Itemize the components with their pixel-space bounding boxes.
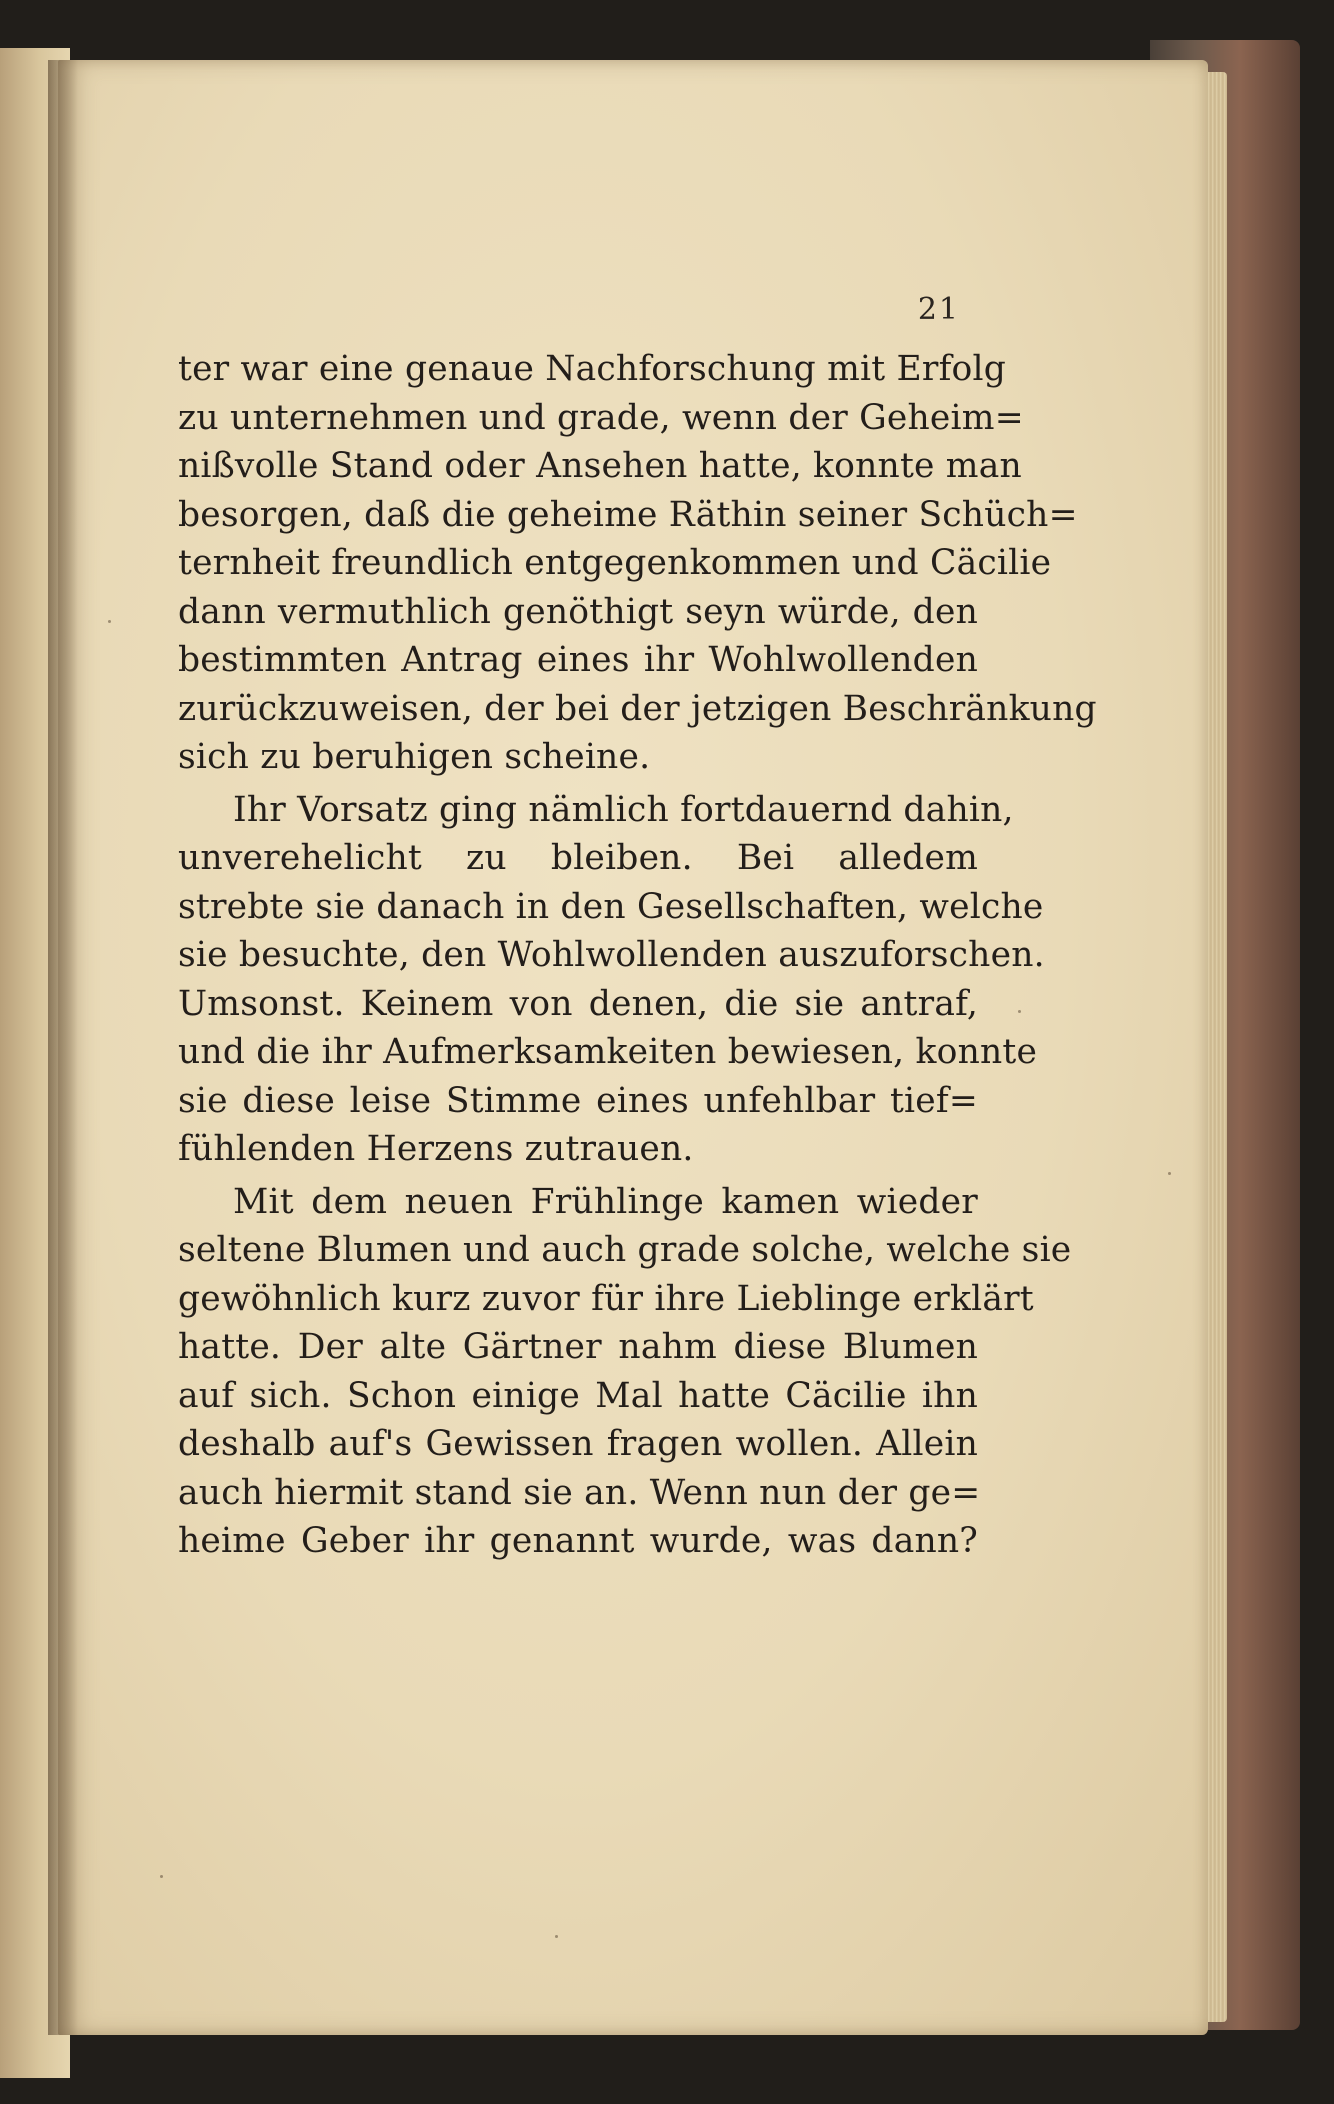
text-line: Ihr Vorsatz ging nämlich fortdauernd dahin, [233, 789, 1014, 830]
text-line: zurückzuweisen, der bei der jetzigen Beschränkung [178, 688, 1097, 729]
text-line: seltene Blumen und auch grade solche, welche sie [178, 1230, 1072, 1270]
paper-speck [1018, 1010, 1021, 1013]
paper-speck [160, 1875, 163, 1878]
text-line: Mit dem neuen Frühlinge kamen wieder [233, 1181, 978, 1222]
text-line: deshalb auf's Gewissen fragen wollen. Allein [178, 1424, 978, 1464]
text-line: fühlenden Herzens zutrauen. [178, 1129, 694, 1169]
text-line: Umsonst. Keinem von denen, die sie antraf, [178, 983, 978, 1024]
paragraph-3 [178, 1178, 1072, 1566]
page-stack-edge [1205, 72, 1227, 2022]
gutter-shadow [48, 60, 78, 2035]
text-line: unverehelicht zu bleiben. Bei alledem [178, 838, 978, 878]
text-line: ternheit freundlich entgegenkommen und Cäcilie [178, 543, 1052, 583]
text-line: sie diese leise Stimme eines unfehlbar tief= [178, 1080, 978, 1121]
text-line: und die ihr Aufmerksamkeiten bewiesen, konnte [178, 1032, 1038, 1072]
text-line: nißvolle Stand oder Ansehen hatte, konnte man [178, 446, 1022, 486]
paper-speck [1168, 1172, 1171, 1175]
text-line: besorgen, daß die geheime Räthin seiner Schüch= [178, 494, 1078, 535]
page-text [178, 345, 1097, 1566]
text-line: ter war eine genaue Nachforschung mit Erfolg [178, 349, 1007, 389]
paragraph-1 [178, 345, 1097, 782]
text-line: auf sich. Schon einige Mal hatte Cäcilie ihn [178, 1375, 978, 1416]
text-line: sich zu beruhigen scheine. [178, 737, 651, 777]
paper-speck [108, 620, 111, 623]
text-line: gewöhnlich kurz zuvor für ihre Lieblinge erklärt [178, 1278, 1034, 1319]
text-line: strebte sie danach in den Gesellschaften, welche [178, 886, 1044, 927]
text-line: hatte. Der alte Gärtner nahm diese Blumen [178, 1327, 978, 1367]
text-line: heime Geber ihr genannt wurde, was dann? [178, 1521, 978, 1561]
text-line: bestimmten Antrag eines ihr Wohlwollenden [178, 640, 978, 680]
text-line: dann vermuthlich genöthigt seyn würde, den [178, 591, 978, 632]
text-line: zu unternehmen und grade, wenn der Geheim= [178, 397, 1024, 438]
text-line: sie besuchte, den Wohlwollenden auszuforschen. [178, 935, 1045, 975]
paragraph-2 [178, 786, 1045, 1174]
paper-speck [555, 1935, 558, 1938]
text-line: auch hiermit stand sie an. Wenn nun der ge= [178, 1472, 981, 1513]
page-number: 21 [917, 292, 960, 327]
